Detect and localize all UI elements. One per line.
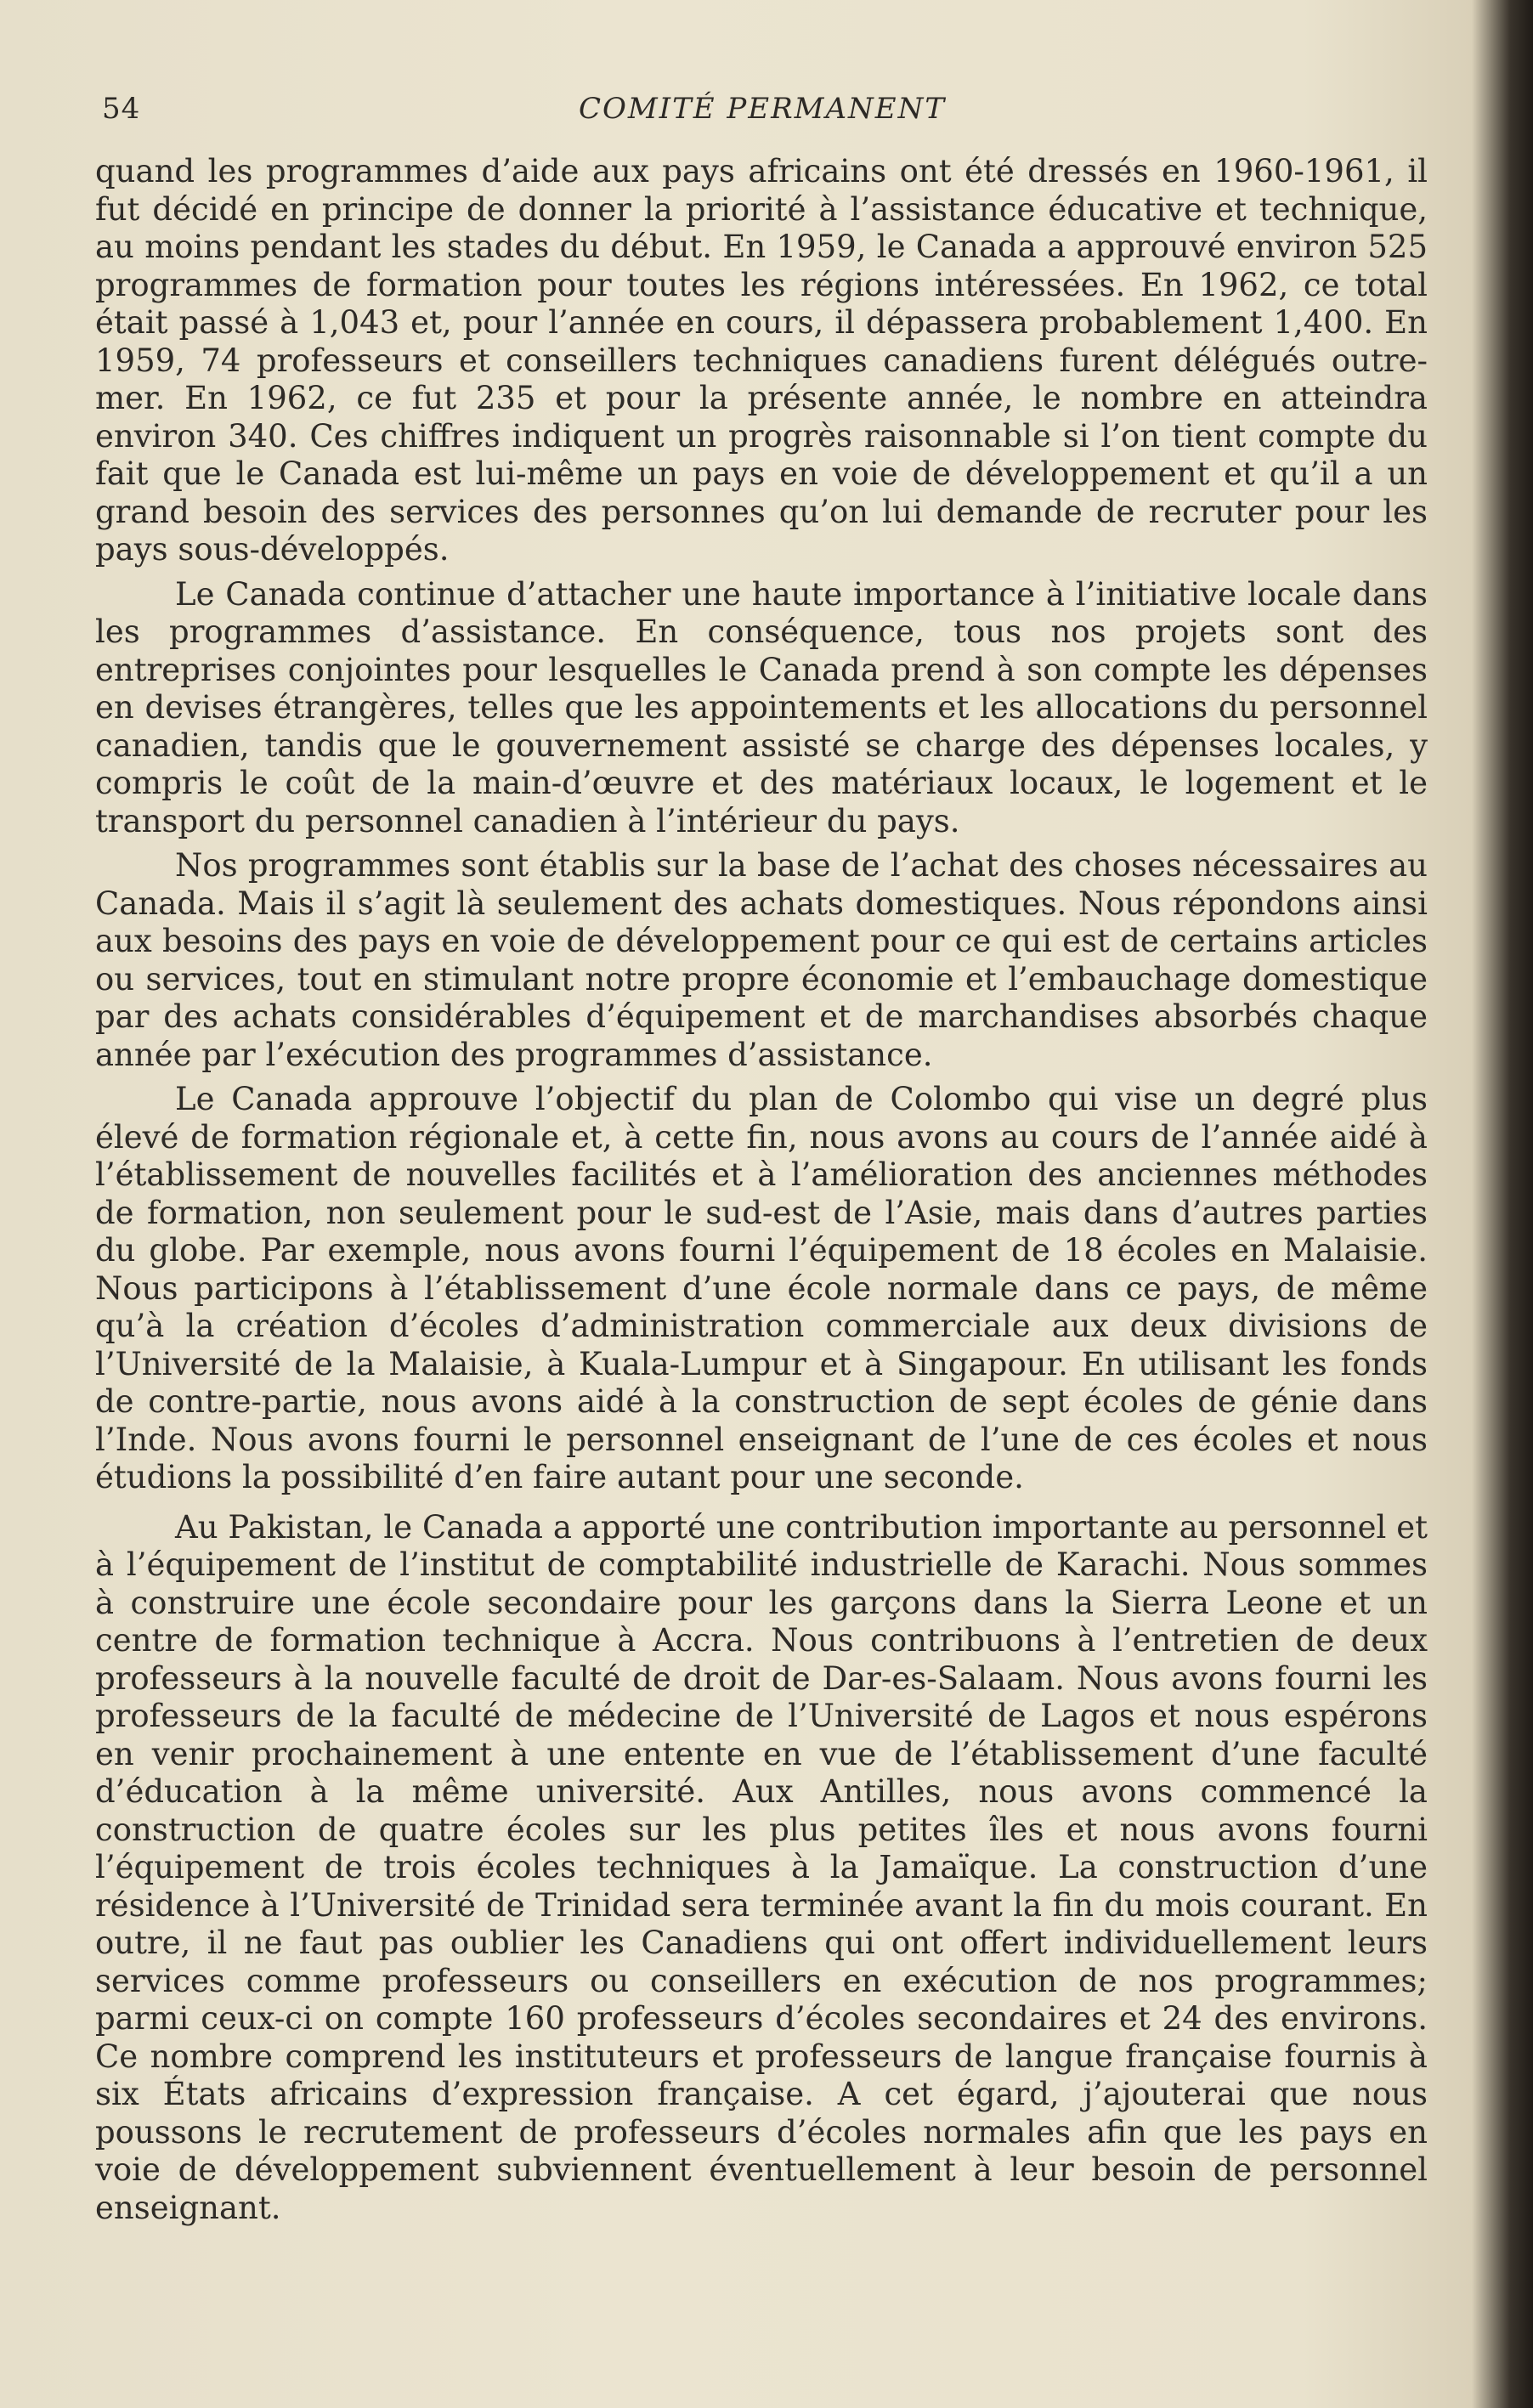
page-number: 54 bbox=[102, 92, 141, 126]
running-head: COMITÉ PERMANENT bbox=[578, 92, 947, 126]
paragraph-continuation: quand les programmes d’aide aux pays africains ont été dressés en 1960-1961, il fut décidé en principe de donner la priorité à l’assistance éducative et technique, au moins pendant les stades du début. En 1959, le Canada a approuvé environ 525 programmes de formation pour toutes les régions intéressées. En 1962, ce total était passé à 1,043 et, pour l’année en cours, il dépassera probablement 1,400. En 1959, 74 professeurs et conseillers techniques canadiens furent délégués outre-mer. En 1962, ce fut 235 et pour la présente année, le nombre en atteindra environ 340. Ces chiffres indiquent un progrès raisonnable si l’on tient compte du fait que le Canada est lui-même un pays en voie de développement et qu’il a un grand besoin des services des personnes qu’on lui demande de recruter pour les pays sous-développés. bbox=[95, 153, 1428, 568]
page-header bbox=[95, 85, 1429, 136]
paragraph-colombo-plan: Le Canada approuve l’objectif du plan de Colombo qui vise un degré plus élevé de formation régionale et, à cette fin, nous avons au cours de l’année aidé à l’établissement de nouvelles facilités et à l’amélioration des anciennes méthodes de formation, non seulement pour le sud-est de l’Asie, mais dans d’autres parties du globe. Par exemple, nous avons fourni l’équipement de 18 écoles en Malaisie. Nous participons à l’établissement d’une école normale dans ce pays, de même qu’à la création d’écoles d’administration commerciale aux deux divisions de l’Université de la Malaisie, à Kuala-Lumpur et à Singapour. En utilisant les fonds de contre-partie, nous avons aidé à la construction de sept écoles de génie dans l’Inde. Nous avons fourni le personnel enseignant de l’une de ces écoles et nous étudions la possibilité d’en faire autant pour une seconde. bbox=[95, 1081, 1428, 1495]
paragraph-pakistan: Au Pakistan, le Canada a apporté une contribution importante au personnel et à l’équipement de l’institut de comptabilité industrielle de Karachi. Nous sommes à construire une école secondaire pour les garçons dans la Sierra Leone et un centre de formation technique à Accra. Nous contribuons à l’entretien de deux professeurs à la nouvelle faculté de droit de Dar-es-Salaam. Nous avons fourni les professeurs de la faculté de médecine de l’Université de Lagos et nous espérons en venir prochainement à une entente en vue de l’établissement d’une faculté d’éducation à la même université. Aux Antilles, nous avons commencé la construction de quatre écoles sur les plus petites îles et nous avons fourni l’équipement de trois écoles techniques à la Jamaïque. La construction d’une résidence à l’Université de Trinidad sera terminée avant la fin du mois courant. En outre, il ne faut pas oublier les Canadiens qui ont offert individuellement leurs services comme professeurs ou conseillers en exécution de nos programmes; parmi ceux-ci on compte 160 professeurs d’écoles secondaires et 24 des environs. Ce nombre comprend les instituteurs et professeurs de langue française fournis à six États africains d’expression française. A cet égard, j’ajouterai que nous poussons le recrutement de professeurs d’écoles normales afin que les pays en voie de développement subviennent éventuellement à leur besoin de personnel enseignant. bbox=[95, 1508, 1428, 2226]
paragraph-purchases: Nos programmes sont établis sur la base de l’achat des choses nécessaires au Canada. Mais il s’agit là seulement des achats domestiques. Nous répondons ainsi aux besoins des pays en voie de développement pour ce qui est de certains articles ou services, tout en stimulant notre propre économie et l’embauchage domestique par des achats considérables d’équipement et de marchandises absorbés chaque année par l’exécution des programmes d’assistance. bbox=[95, 847, 1428, 1073]
body-text bbox=[95, 153, 1428, 2227]
paragraph-local-initiative: Le Canada continue d’attacher une haute importance à l’initiative locale dans les programmes d’assistance. En conséquence, tous nos projets sont des entreprises conjointes pour lesquelles le Canada prend à son compte les dépenses en devises étrangères, telles que les appointements et les allocations du personnel canadien, tandis que le gouvernement assisté se charge des dépenses locales, y compris le coût de la main-d’œuvre et des matériaux locaux, le logement et le transport du personnel canadien à l’intérieur du pays. bbox=[95, 575, 1428, 839]
